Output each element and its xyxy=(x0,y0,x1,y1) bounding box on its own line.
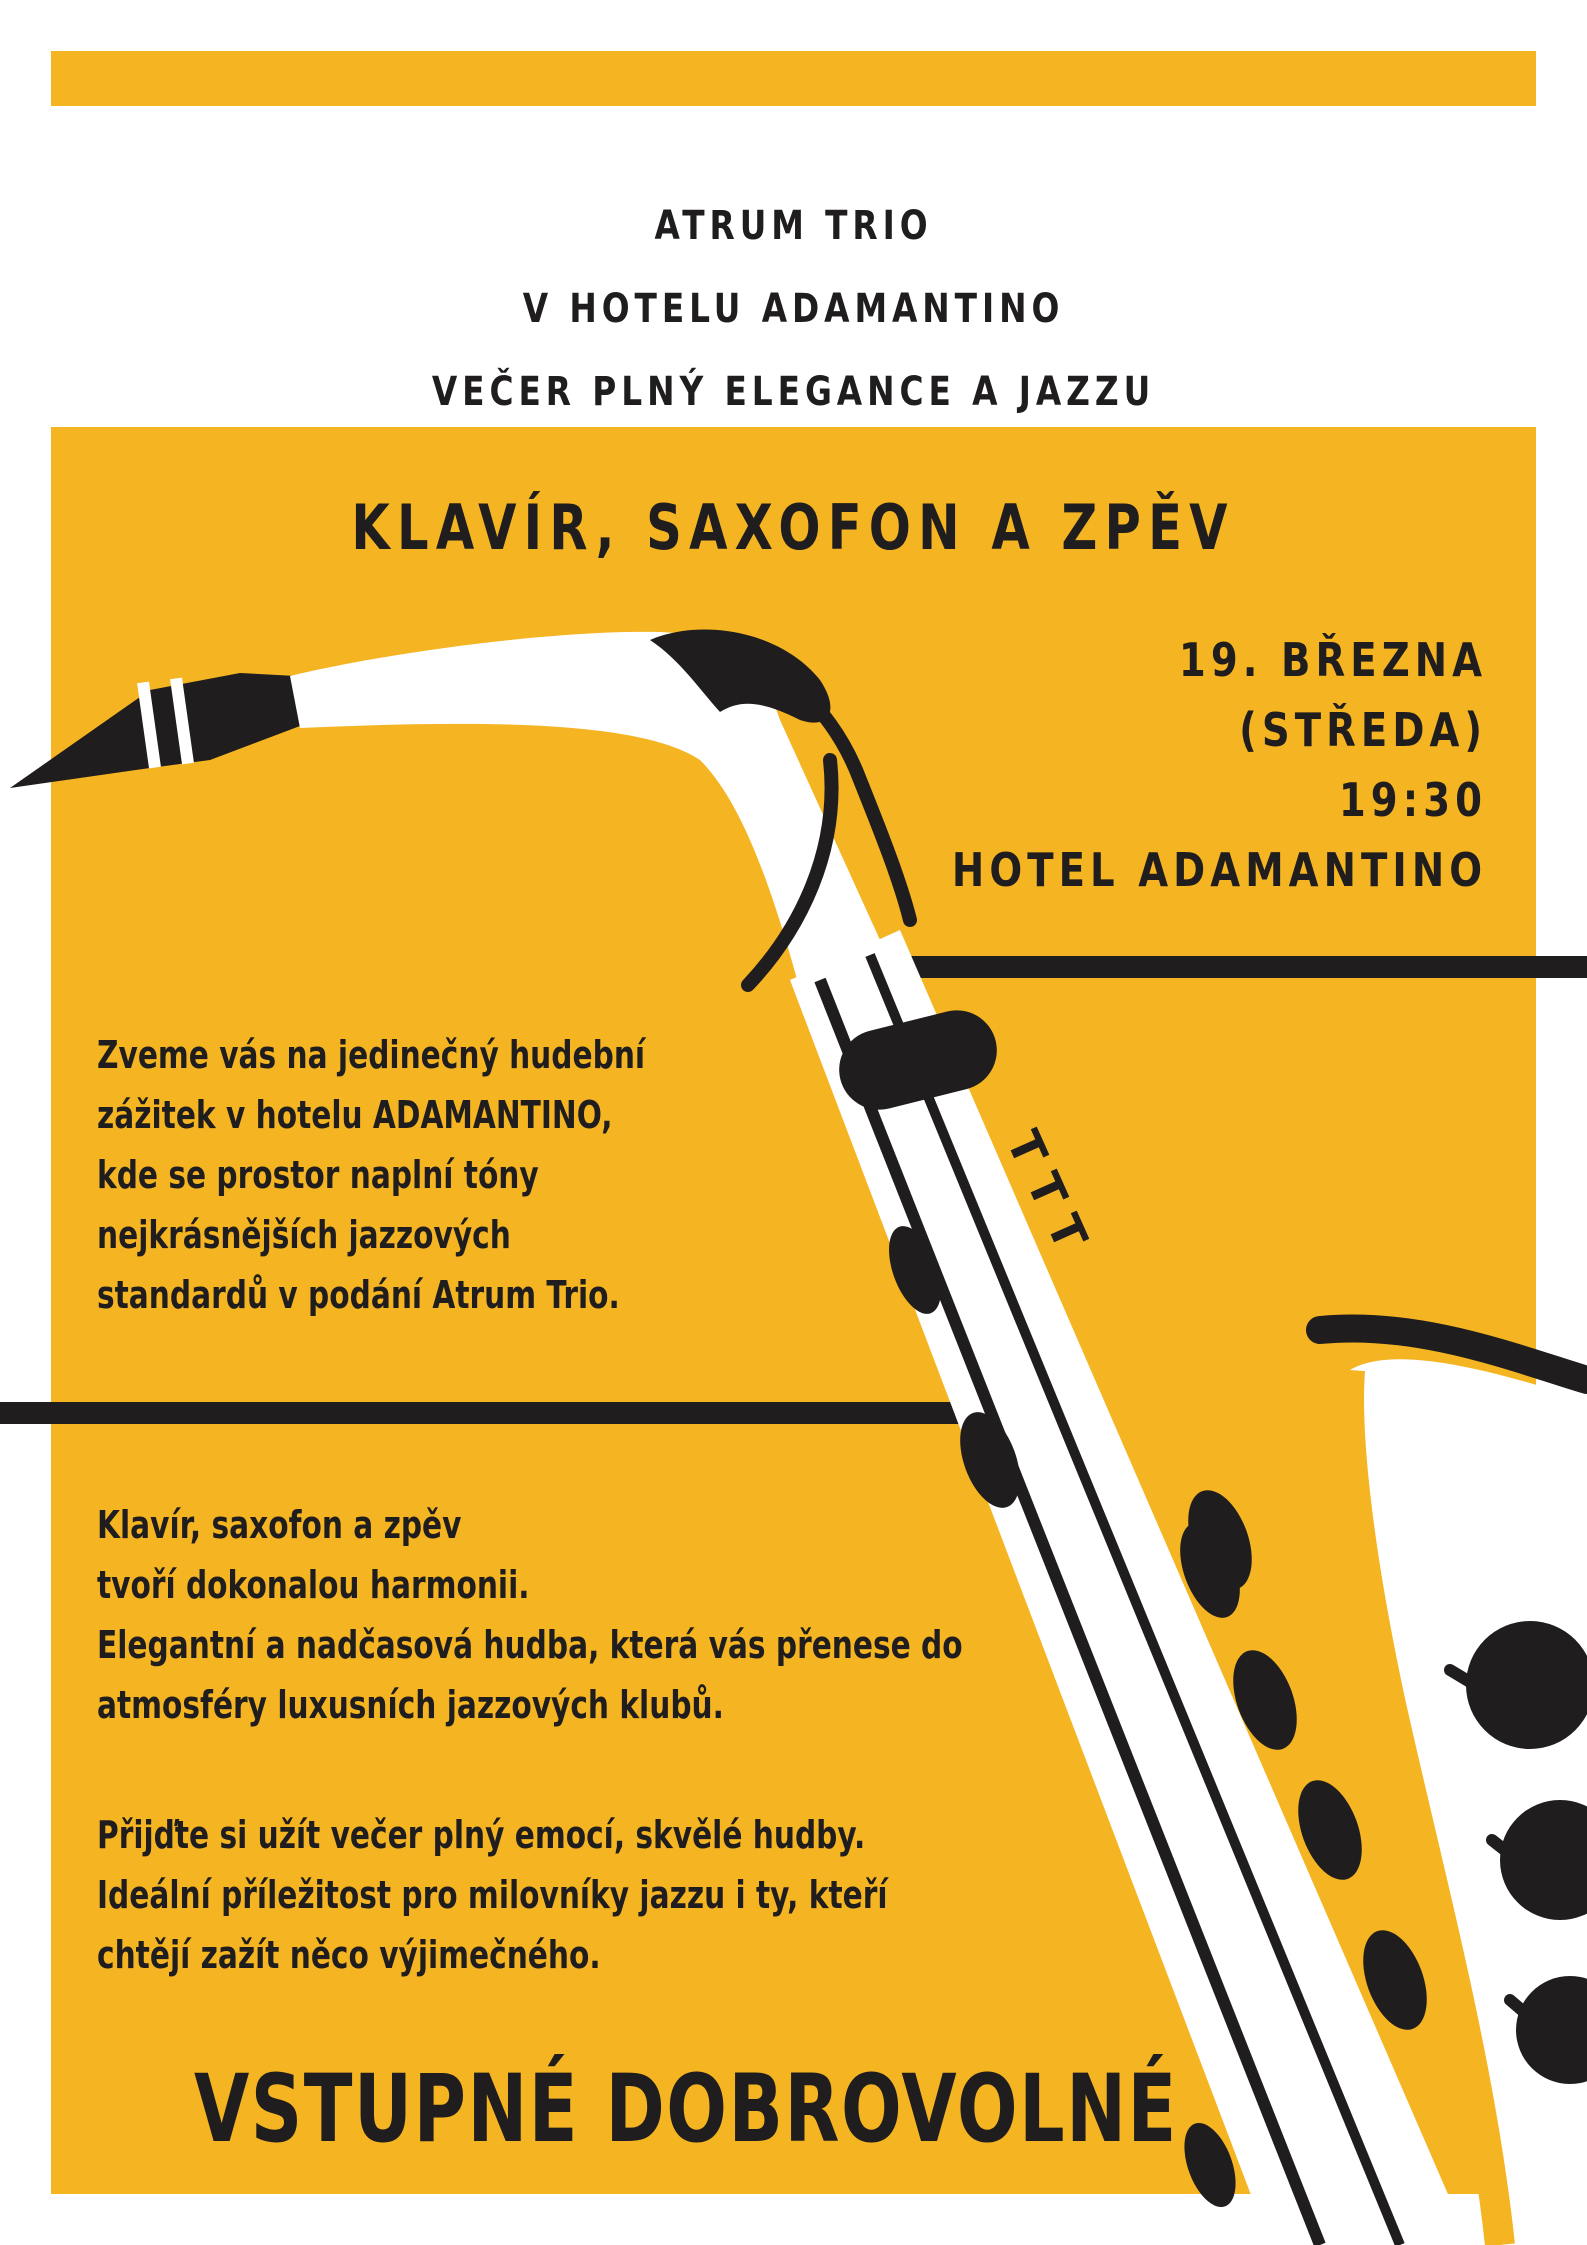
invitation-line: chtějí zažít něco výjimečného. xyxy=(97,1933,601,1977)
divider-line-upper xyxy=(876,956,1587,978)
description-line: atmosféry luxusních jazzových klubů. xyxy=(97,1683,724,1727)
event-date: 19. BŘEZNA xyxy=(1178,633,1487,687)
event-venue: HOTEL ADAMANTINO xyxy=(951,843,1487,897)
event-info xyxy=(850,625,1487,905)
admission-notice: VSTUPNÉ DOBROVOLNÉ xyxy=(194,2055,1178,2164)
invitation-line: Ideální příležitost pro milovníky jazzu i ty, kteří xyxy=(97,1873,888,1917)
intro-line: standardů v podání Atrum Trio. xyxy=(97,1273,620,1317)
description-paragraph xyxy=(97,1495,1207,1735)
header-band-name: ATRUM TRIO xyxy=(654,203,933,249)
intro-line: Zveme vás na jedinečný hudební xyxy=(97,1033,646,1077)
subtitle-text: KLAVÍR, SAXOFON A ZPĚV xyxy=(351,491,1236,564)
intro-paragraph xyxy=(97,1025,800,1325)
description-line: tvoří dokonalou harmonii. xyxy=(97,1563,530,1607)
intro-line: zážitek v hotelu ADAMANTINO, xyxy=(97,1093,613,1137)
intro-line: kde se prostor naplní tóny xyxy=(97,1153,539,1197)
intro-line: nejkrásnějších jazzových xyxy=(97,1213,511,1257)
divider-line-lower xyxy=(0,1402,993,1424)
svg-text:T: T xyxy=(1035,1206,1099,1258)
event-weekday: (STŘEDA) xyxy=(1239,703,1487,757)
header-venue: V HOTELU ADAMANTINO xyxy=(522,286,1065,332)
description-line: Elegantní a nadčasová hudba, která vás přenese do xyxy=(97,1623,963,1667)
subtitle xyxy=(51,478,1536,578)
svg-text:T: T xyxy=(1015,1164,1079,1216)
invitation-line: Přijďte si užít večer plný emocí, skvělé hudby. xyxy=(97,1813,866,1857)
description-line: Klavír, saxofon a zpěv xyxy=(97,1503,462,1547)
event-time: 19:30 xyxy=(1338,773,1487,827)
svg-text:T: T xyxy=(995,1122,1059,1174)
header-tagline: VEČER PLNÝ ELEGANCE A JAZZU xyxy=(431,369,1156,415)
invitation-paragraph xyxy=(97,1805,1111,1985)
